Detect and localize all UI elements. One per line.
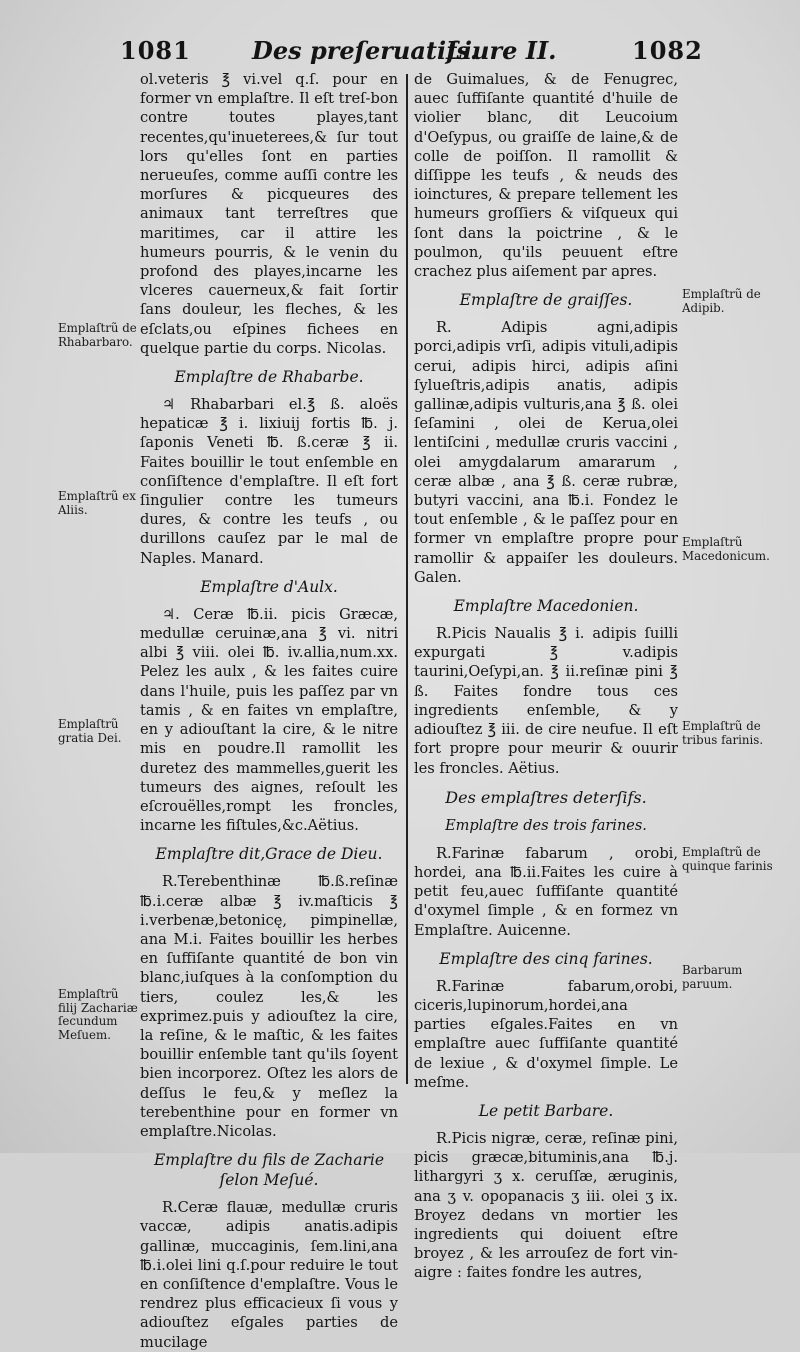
recipe-heading: Emplaſtre dit,Grace de Dieu. bbox=[155, 845, 383, 864]
margin-note-grace: Emplaſtrũ gratia Dei. bbox=[58, 717, 122, 745]
right-column bbox=[414, 70, 678, 1283]
section-heading: Des emplaſtres deterſifs. bbox=[445, 787, 647, 807]
margin-note-barbare: Barbarum paruum. bbox=[682, 963, 743, 991]
margin-note-zacharie: Emplaſtrũ filij Zachariæ ſecundum Meſuem. bbox=[58, 987, 138, 1042]
margin-note-rhabarbe: Emplaſtrũ de Rhabarbaro. bbox=[58, 321, 137, 349]
recipe-heading: Emplaſtre des trois farines. bbox=[445, 817, 647, 834]
paragraph: ♃. Ceræ ℔.ii. picis Græcæ, medullæ ceruinæ,ana ℥ vi. nitri albi ℥ viii. olei ℔. iv.allia,num.xx. Pelez les aulx , & les faites cuire dans l'huile, puis les paſſez par vn tamis , & en faites vn emplaſtre, en y adiouſtant la cire, & le nitre mis en poudre.Il ramollit les duretez des mammelles,guerit les tumeurs des aignes, reſoult les eſcrouëlles,rompt les froncles, incarne les fiſtules,&c.Aëtius. bbox=[140, 605, 398, 835]
paragraph: de Guimalues, & de Fenugrec, auec ſuffiſante quantité d'huile de violier blanc, dit Leucoium d'Oeſypus, ou graiſſe de laine,& de colle de poiſſon. Il ramollit & diſſippe les teufs , & neuds des ioinctures, & prepare tellement les humeurs groſſiers & viſqueux qui ſont dans la poictrine , & le poulmon, qu'ils peuuent eſtre crachez plus aiſement par apres. bbox=[414, 71, 678, 281]
book-number: Liure II. bbox=[446, 36, 557, 65]
recipe-heading: Emplaſtre de Rhabarbe. bbox=[174, 368, 364, 387]
paragraph: R. Adipis agni,adipis porci,adipis vrſi, adipis vituli,adipis cerui, adipis hirci, adipis aſini ſylueſtris,adipis anatis, adipis gallinæ,adipis vulturis,ana ℥ ß. olei ſeſamini , olei de Kerua,olei lentiſcini , medullæ cruris vaccini , olei amygdalarum amararum , ceræ albæ , ana ℥ ß. ceræ rubræ, butyri vaccini, ana ℔.i. Fondez le tout enſemble , & le paſſez pour en former vn emplaſtre propre pour ramollir & appaiſer les douleurs. Galen. bbox=[414, 319, 678, 586]
recipe-heading: Emplaſtre de graiſſes. bbox=[459, 291, 633, 310]
recipe-heading: Emplaſtre Macedonien. bbox=[453, 597, 639, 616]
margin-note-trois: Emplaſtrũ de tribus farinis. bbox=[682, 719, 764, 747]
left-column bbox=[140, 70, 398, 1352]
margin-note-aulx: Emplaſtrũ ex Aliis. bbox=[58, 489, 136, 517]
left-page-number: 1081 bbox=[120, 36, 191, 65]
paragraph: R.Farinæ fabarum,orobi, ciceris,lupinorum,hordei,ana parties eſgales.Faites en vn emplaſtre auec ſuffiſante quantité de lexiue , & d'oxymel ſimple. Le meſme. bbox=[414, 977, 678, 1091]
running-header bbox=[0, 36, 800, 68]
margin-note-cinq: Emplaſtrũ de quinque farinis bbox=[682, 845, 773, 873]
recipe-heading: Le petit Barbare. bbox=[478, 1101, 614, 1120]
running-title: Des preſeruatifs. bbox=[252, 36, 479, 65]
margin-note-graisses: Emplaſtrũ de Adipib. bbox=[682, 287, 761, 315]
margin-note-macedonien: Emplaſtrũ Macedonicum. bbox=[682, 535, 770, 563]
paragraph: R.Farinæ fabarum , orobi, hordei, ana ℔.ii.Faites les cuire à petit feu,auec ſuffiſante quantité d'oxymel ſimple , & en formez vn Emplaſtre. Auicenne. bbox=[414, 844, 678, 939]
paragraph: R.Picis nigræ, ceræ, reſinæ pini, picis græcæ,bituminis,ana ℔.j. lithargyri ʒ x. ceruſſæ, æruginis, ana ʒ v. opopanacis ʒ iii. olei ʒ ix. Broyez dedans vn mortier les ingredients qui doiuent eſtre broyez , & les arrouſez de fort vin-aigre : faites fondre les autres, bbox=[414, 1129, 678, 1282]
column-divider bbox=[406, 74, 408, 1084]
right-page-number: 1082 bbox=[632, 36, 703, 65]
recipe-heading: Emplaſtre du fils de Zacharie ſelon Meſué. bbox=[153, 1151, 385, 1190]
recipe-heading: Emplaſtre d'Aulx. bbox=[200, 577, 338, 596]
paragraph: R.Ceræ flauæ, medullæ cruris vaccæ, adipis anatis.adipis gallinæ, muccaginis, ſem.lini,ana ℔.i.olei lini q.ſ.pour reduire le tout en conſiſtence d'emplaſtre. Vous le rendrez plus efficacieux ſi vous y adiouſtez eſgales parties de mucilage bbox=[140, 1199, 398, 1351]
paragraph: ♃ Rhabarbari el.℥ ß. aloës hepaticæ ℥ i. lixiuij fortis ℔. j. ſaponis Veneti ℔. ß.ceræ ℥ ii. Faites bouillir le tout enſemble en conſiſtence d'emplaſtre. Il eſt fort ſingulier contre les tumeurs dures, & contre les teufs , ou durillons cauſez par le mal de Naples. Manard. bbox=[140, 396, 398, 567]
paragraph: ol.veteris ℥ vi.vel q.ſ. pour en former vn emplaſtre. Il eſt treſ-bon contre toutes playes,tant recentes,qu'inueterees,& ſur tout lors qu'elles ſont en parties nerueuſes, comme auſſi contre les morſures & picqueures des animaux tant terreſtres que maritimes, car il attire les humeurs pourris, & le venin du profond des playes,incarne les vlceres cauerneux,& fait ſortir ſans douleur, les fleches, & les eſclats,ou eſpines fichees en quelque partie du corps. Nicolas. bbox=[140, 71, 398, 357]
paragraph: R.Terebenthinæ ℔.ß.reſinæ ℔.i.ceræ albæ ℥ iv.maſticis ℥ i.verbenæ,betonicę, pimpinellæ, ana M.i. Faites bouillir les herbes en ſuffiſante quantité de bon vin blanc,iuſques à la conſomption du tiers, coulez les,& les exprimez.puis y adiouſtez la cire, la reſine, & le maſtic, & les faites bouillir enſemble tant qu'ils ſoyent bien incorporez. Oſtez les alors de deſſus le feu,& y meſlez la terebenthine pour en former vn emplaſtre.Nicolas. bbox=[140, 873, 398, 1140]
paragraph: R.Picis Naualis ℥ i. adipis ſuilli expurgati ℥ v.adipis taurini,Oeſypi,an. ℥ ii.reſinæ pini ℥ ß. Faites fondre tous ces ingredients enſemble, & y adiouſtez ℥ iii. de cire neufue. Il eſt fort propre pour meurir & ouurir les froncles. Aëtius. bbox=[414, 625, 678, 777]
recipe-heading: Emplaſtre des cinq farines. bbox=[439, 949, 653, 968]
